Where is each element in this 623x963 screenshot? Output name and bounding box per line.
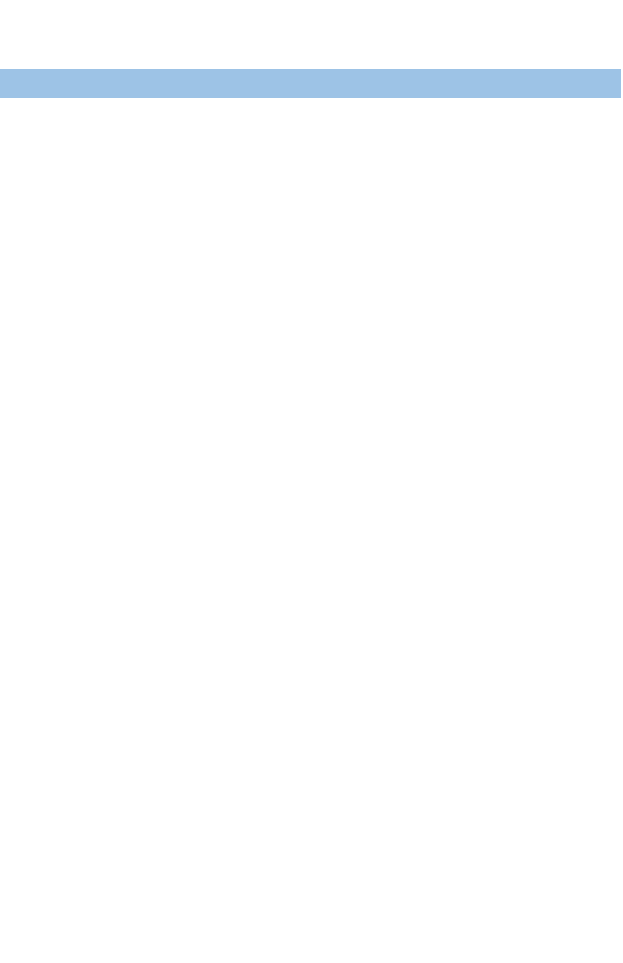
month-bar[interactable] xyxy=(0,69,621,98)
page-title xyxy=(2,4,623,34)
